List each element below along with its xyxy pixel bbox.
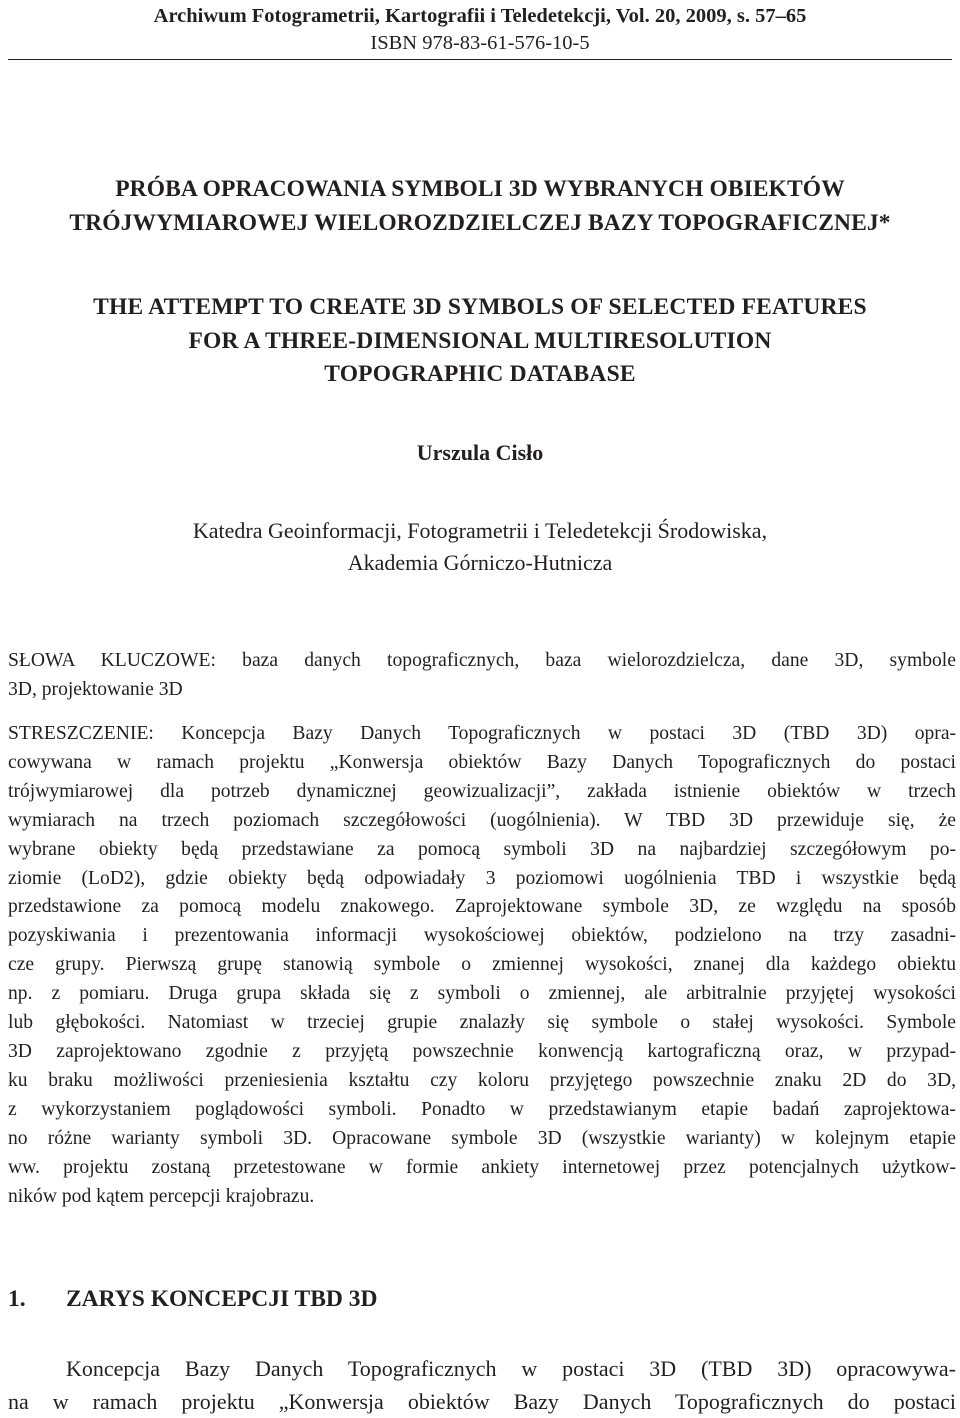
keywords [8,647,956,704]
journal-citation: Archiwum Fotogrametrii, Kartografii i Teledetekcji, Vol. 20, 2009, s. 57–65 [153,5,807,27]
title-polish-line: PRÓBA OPRACOWANIA SYMBOLI 3D WYBRANYCH OBIEKTÓW [115,176,845,202]
abstract-line: wymiarach na trzech poziomach szczegółowości (uogólnienia). W TBD 3D przewiduje się, że [8,809,956,831]
body-line: Koncepcja Bazy Danych Topograficznych w postaci 3D (TBD 3D) opracowywa- [66,1356,957,1381]
keywords-line: SŁOWA KLUCZOWE: baza danych topograficznych, baza wielorozdzielcza, dane 3D, symbole [8,650,956,671]
abstract-line: 3D zaprojektowano zgodnie z przyjętą powszechnie konwencją kartograficzną oraz, w przypad- [8,1040,956,1062]
body-line: na w ramach projektu „Konwersja obiektów Bazy Danych Topograficznych do postaci [8,1389,957,1414]
title-polish [0,172,960,240]
abstract-line: pozyskiwania i prezentowania informacji wysokościowej obiektów, podzielono na trzy zasadni- [8,925,956,947]
section-number: 1. [8,1286,26,1312]
abstract-line: ku braku możliwości przeniesienia kształtu czy koloru przyjętego powszechnie znaku 2D do 3D, [8,1069,957,1091]
title-english-line: THE ATTEMPT TO CREATE 3D SYMBOLS OF SELECTED FEATURES [93,294,867,320]
affiliation-line: Akademia Górniczo-Hutnicza [347,550,613,575]
abstract-line: trójwymiarowej dla potrzeb dynamicznej geowizualizacji”, zakłada istnienie obiektów w trzech [8,780,956,802]
abstract-line: no różne warianty symboli 3D. Opracowane symbole 3D (wszystkie warianty) w kolejnym etapie [8,1127,956,1149]
affiliation [0,515,960,579]
section-title: ZARYS KONCEPCJI TBD 3D [66,1286,378,1312]
title-english-line: FOR A THREE-DIMENSIONAL MULTIRESOLUTION [188,327,772,354]
title-english [0,291,960,392]
section-heading [8,1282,948,1316]
abstract-line: np. z pomiaru. Druga grupa składa się z symboli o zmiennej, ale arbitralnie przyjętej wysokości [8,983,957,1005]
abstract-line: wybrane obiekty będą przedstawiane za pomocą symboli 3D na najbardziej szczegółowym po- [8,838,957,860]
header-rule [8,59,952,60]
abstract-line: cowywana w ramach projektu „Konwersja obiektów Bazy Danych Topograficznych do postaci [8,751,956,773]
abstract-line: ww. projektu zostaną przetestowane w formie ankiety internetowej przez potencjalnych użytkow- [8,1156,957,1178]
abstract-line: ników pod kątem percepcji krajobrazu. [8,1185,315,1207]
abstract-line: lub głębokości. Natomiast w trzeciej grupie znalazły się symbole o stałej wysokości. Symbole [8,1012,956,1034]
title-english-line: TOPOGRAPHIC DATABASE [324,361,636,387]
isbn-line: ISBN 978-83-61-576-10-5 [370,32,590,54]
section-body [8,1352,956,1418]
running-header [0,0,960,56]
abstract [8,720,956,1211]
abstract-line: z wykorzystaniem poglądowości symboli. Ponadto w przedstawianym etapie badań zaprojektowa- [8,1098,956,1120]
abstract-line: STRESZCZENIE: Koncepcja Bazy Danych Topograficznych w postaci 3D (TBD 3D) opra- [8,723,957,744]
abstract-line: cze grupy. Pierwszą grupę stanowią symbole o zmiennej wysokości, znanej dla każdego obiektu [8,954,956,976]
abstract-line: ziomie (LoD2), gdzie obiekty będą odpowiadały 3 poziomowi uogólnienia TBD i wszystkie będą [8,867,957,889]
title-polish-line: TRÓJWYMIAROWEJ WIELOROZDZIELCZEJ BAZY TOPOGRAFICZNEJ* [69,210,891,236]
affiliation-line: Katedra Geoinformacji, Fotogrametrii i Teledetekcji Środowiska, [192,518,768,543]
abstract-line: przedstawione za pomocą modelu znakowego. Zaprojektowane symbole 3D, ze względu na sposób [8,896,957,918]
author-name: Urszula Cisło [416,440,544,465]
keywords-line: 3D, projektowanie 3D [8,678,183,700]
